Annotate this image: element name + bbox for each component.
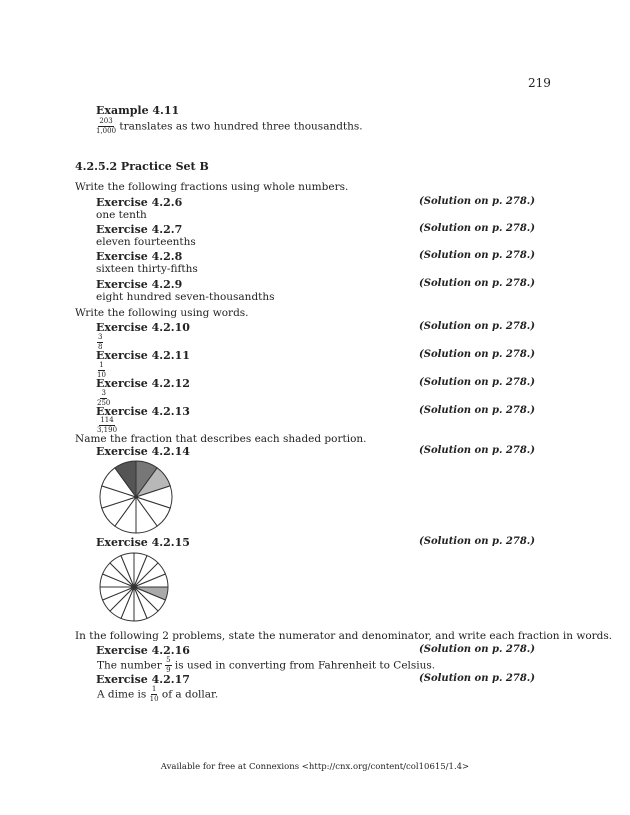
exercise-text: A dime is $\frac{1}{10}$ of a dollar. (97, 685, 219, 703)
solution-link[interactable]: (Solution on p. 278.) (419, 250, 535, 261)
exercise-fraction: $\frac{3}{8}$ (98, 333, 103, 351)
exercise-text: sixteen thirty-fifths (96, 263, 198, 275)
example-title: Example 4.11 (96, 104, 180, 117)
solution-link[interactable]: (Solution on p. 278.) (419, 349, 535, 360)
exercise-title: Exercise 4.2.16 (96, 644, 190, 657)
solution-link[interactable]: (Solution on p. 278.) (419, 445, 535, 456)
example-fraction: $\frac{203}{1,000}$ (96, 117, 117, 135)
solution-link[interactable]: (Solution on p. 278.) (419, 223, 535, 234)
exercise-title: Exercise 4.2.11 (96, 349, 190, 362)
instruction-words: Write the following using words. (75, 307, 249, 319)
solution-link[interactable]: (Solution on p. 278.) (419, 278, 535, 289)
exercise-title: Exercise 4.2.6 (96, 196, 183, 209)
solution-link[interactable]: (Solution on p. 278.) (419, 321, 535, 332)
exercise-text: eight hundred seven-thousandths (96, 291, 275, 303)
pie-ten-slices (98, 459, 174, 535)
exercise-fraction: $\frac{114}{3,190}$ (97, 416, 118, 434)
exercise-text: The number $\frac{5}{9}$ is used in converting from Fahrenheit to Celsius. (97, 656, 436, 674)
exercise-title: Exercise 4.2.8 (96, 250, 183, 263)
exercise-text: one tenth (96, 209, 147, 221)
solution-link[interactable]: (Solution on p. 278.) (419, 536, 535, 547)
solution-link[interactable]: (Solution on p. 278.) (419, 673, 535, 684)
exercise-title: Exercise 4.2.15 (96, 536, 190, 549)
footer: Available for free at Connexions <http://cnx.org/content/col10615/1.4> (160, 762, 470, 772)
exercise-title: Exercise 4.2.13 (96, 405, 190, 418)
solution-link[interactable]: (Solution on p. 278.) (419, 196, 535, 207)
exercise-fraction: $\frac{3}{250}$ (97, 389, 111, 407)
instruction-whole-numbers: Write the following fractions using whole numbers. (75, 181, 349, 193)
instruction-numerator: In the following 2 problems, state the numerator and denominator, and write each fraction in words. (75, 630, 613, 642)
example-text: translates as two hundred three thousandths. (119, 120, 363, 133)
exercise-fraction: $\frac{1}{10}$ (97, 361, 106, 379)
solution-link[interactable]: (Solution on p. 278.) (419, 644, 535, 655)
exercise-title: Exercise 4.2.12 (96, 377, 190, 390)
exercise-title: Exercise 4.2.14 (96, 445, 190, 458)
pie-sixteen-slices (98, 551, 170, 623)
solution-link[interactable]: (Solution on p. 278.) (419, 405, 535, 416)
section-heading: 4.2.5.2 Practice Set B (75, 160, 209, 173)
exercise-title: Exercise 4.2.7 (96, 223, 183, 236)
page-number: 219 (528, 76, 551, 90)
exercise-text: eleven fourteenths (96, 236, 196, 248)
instruction-shaded: Name the fraction that describes each shaded portion. (75, 433, 367, 445)
exercise-title: Exercise 4.2.9 (96, 278, 183, 291)
solution-link[interactable]: (Solution on p. 278.) (419, 377, 535, 388)
exercise-title: Exercise 4.2.10 (96, 321, 190, 334)
example-body (96, 118, 363, 135)
exercise-title: Exercise 4.2.17 (96, 673, 190, 686)
